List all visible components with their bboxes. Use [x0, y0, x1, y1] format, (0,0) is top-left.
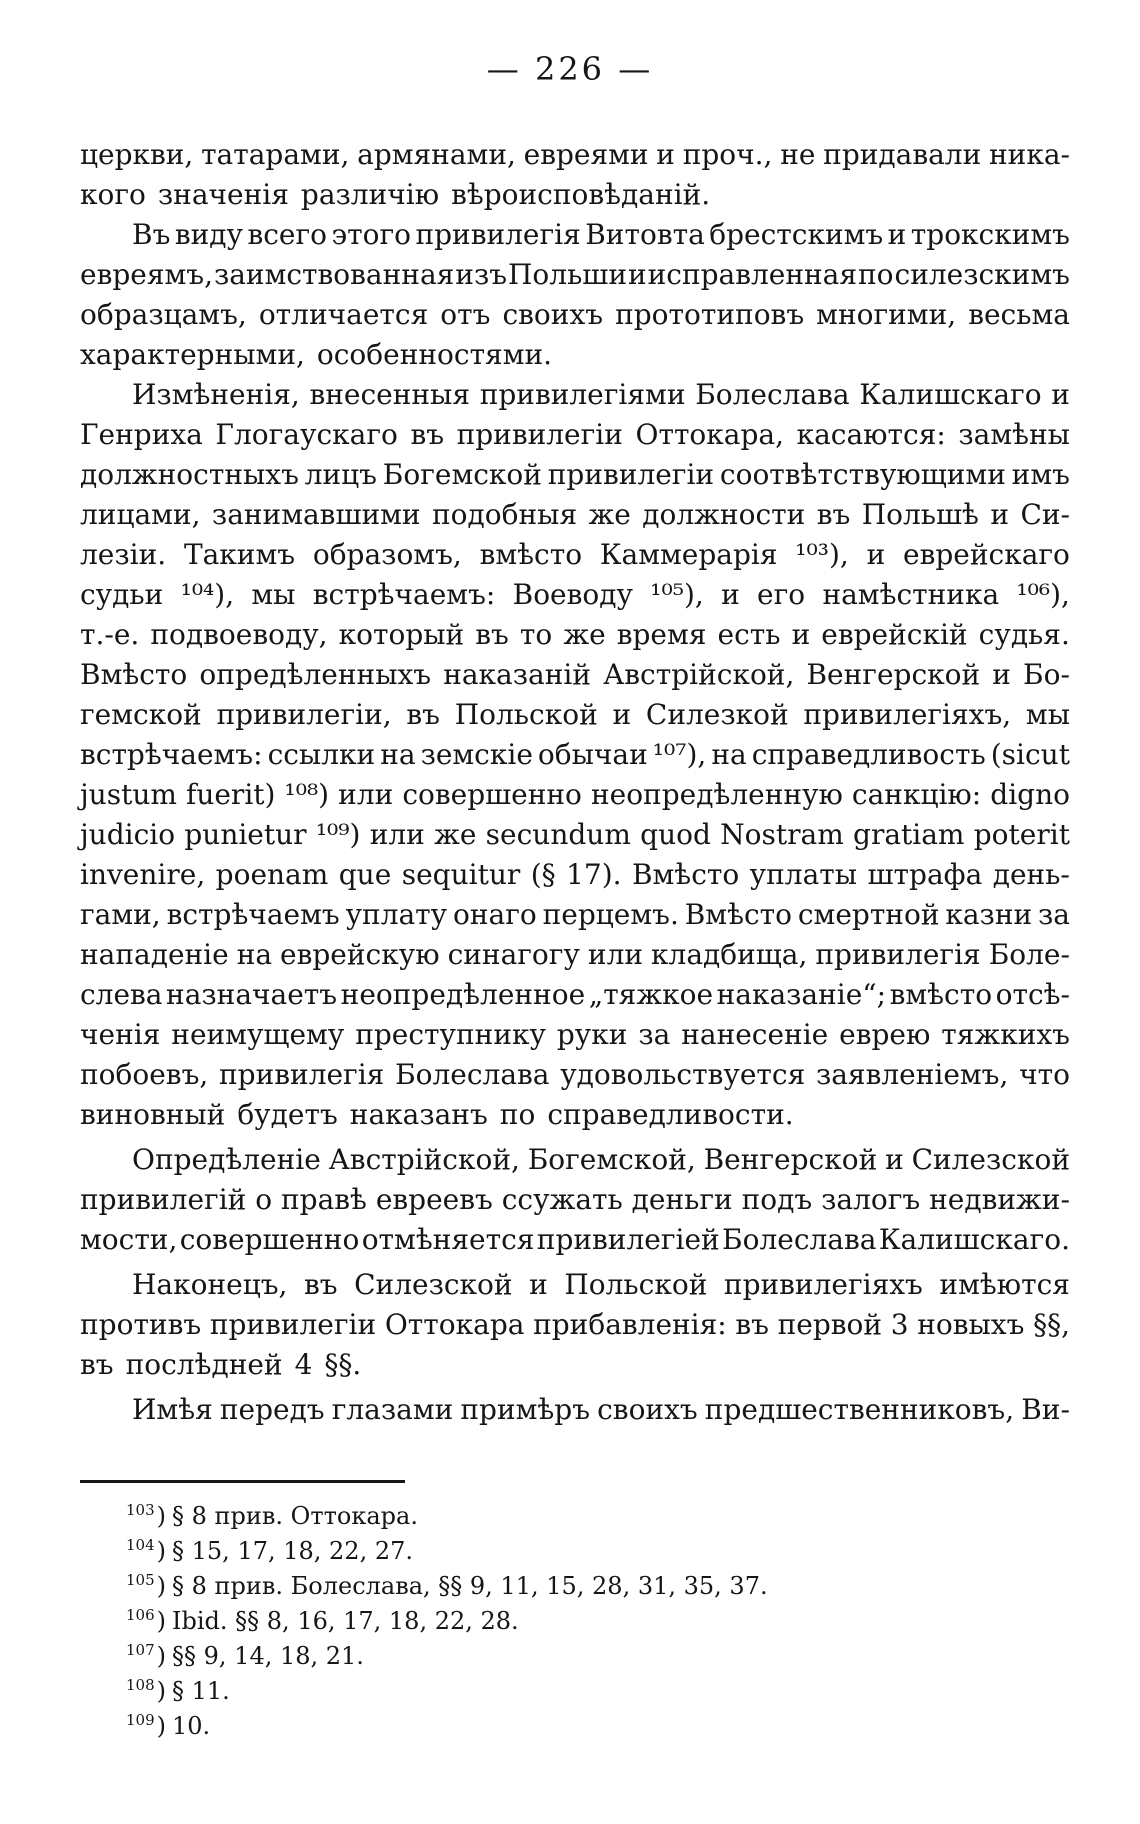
text-line: евреямъ, заимствованная изъ Польши и исправленная по силезскимъ	[80, 258, 1070, 291]
text-line: нападеніе на еврейскую синагогу или кладбища, привилегія Боле-	[80, 938, 1070, 971]
footnote-text: § 8 прив. Болеслава, §§ 9, 11, 15, 28, 31, 35, 37.	[172, 1572, 768, 1600]
footnote-text: Ibid. §§ 8, 16, 17, 18, 22, 28.	[172, 1607, 519, 1635]
text-line: въ послѣдней 4 §§.	[80, 1348, 362, 1381]
footnote	[126, 1703, 1026, 1738]
footnote-number: 104	[126, 1536, 155, 1554]
text-line: Вмѣсто опредѣленныхъ наказаній Австрійской, Венгерской и Бо-	[80, 658, 1070, 691]
text-line: церкви, татарами, армянами, евреями и проч., не придавали ника-	[80, 138, 1070, 171]
footnote-number: 105	[126, 1571, 155, 1589]
text-line: лезіи. Такимъ образомъ, вмѣсто Каммерарія ¹⁰³), и еврейскаго	[80, 538, 1070, 571]
text-line: Генриха Глогаускаго въ привилегіи Оттокара, касаются: замѣны	[80, 418, 1070, 451]
text-line: Опредѣленіе Австрійской, Богемской, Венгерской и Силезской	[132, 1143, 1070, 1176]
footnote-paren: )	[156, 1572, 167, 1600]
text-line: гами, встрѣчаемъ уплату онаго перцемъ. Вмѣсто смертной казни за	[80, 898, 1070, 931]
text-line: слева назначаетъ неопредѣленное „тяжкое наказаніе“; вмѣсто отсѣ-	[80, 978, 1070, 1011]
footnote-number: 109	[126, 1711, 155, 1729]
text-line: судьи ¹⁰⁴), мы встрѣчаемъ: Воеводу ¹⁰⁵), и его намѣстника ¹⁰⁶),	[80, 578, 1070, 611]
text-line: побоевъ, привилегія Болеслава удовольствуется заявленіемъ, что	[80, 1058, 1070, 1091]
text-line: judicio punietur ¹⁰⁹) или же secundum quod Nostram gratiam poterit	[80, 818, 1070, 851]
text-line: противъ привилегіи Оттокара прибавленія: въ первой 3 новыхъ §§,	[80, 1308, 1070, 1341]
text-line: Наконецъ, въ Силезской и Польской привилегіяхъ имѣются	[132, 1268, 1070, 1301]
text-line: виновный будетъ наказанъ по справедливости.	[80, 1098, 794, 1131]
footnote-text: 10.	[172, 1712, 211, 1740]
text-line: т.-е. подвоеводу, который въ то же время есть и еврейскій судья.	[80, 618, 1070, 651]
text-line: должностныхъ лицъ Богемской привилегіи соотвѣтствующими имъ	[80, 458, 1070, 491]
text-line: Измѣненія, внесенныя привилегіями Болеслава Калишскаго и	[132, 378, 1070, 411]
footnote	[126, 1563, 1026, 1598]
footnote-paren: )	[156, 1677, 167, 1705]
text-line: характерными, особенностями.	[80, 338, 553, 371]
text-line: invenire, poenam que sequitur (§ 17). Вмѣсто уплаты штрафа день-	[80, 858, 1070, 891]
footnote	[126, 1598, 1026, 1633]
footnotes	[126, 1493, 1026, 1738]
text-line: Имѣя передъ глазами примѣръ своихъ предшественниковъ, Ви-	[132, 1393, 1070, 1426]
footnote-text: § 15, 17, 18, 22, 27.	[172, 1537, 413, 1565]
footnote-paren: )	[156, 1607, 167, 1635]
footnote-paren: )	[156, 1537, 167, 1565]
text-line: привилегій о правѣ евреевъ ссужать деньги подъ залогъ недвижи-	[80, 1183, 1070, 1216]
footnote-number: 108	[126, 1676, 155, 1694]
footnote	[126, 1493, 1026, 1528]
footnote	[126, 1633, 1026, 1668]
text-line: justum fuerit) ¹⁰⁸) или совершенно неопредѣленную санкцію: digno	[80, 778, 1070, 811]
footnote-paren: )	[156, 1712, 167, 1740]
text-line: Въ виду всего этого привилегія Витовта брестскимъ и трокскимъ	[132, 218, 1070, 251]
footnote-text: § 11.	[172, 1677, 230, 1705]
footnote-paren: )	[156, 1502, 167, 1530]
text-line: кого значенія различію вѣроисповѣданій.	[80, 178, 711, 211]
footnote	[126, 1668, 1026, 1703]
footnote	[126, 1528, 1026, 1563]
text-line: образцамъ, отличается отъ своихъ прототиповъ многими, весьма	[80, 298, 1070, 331]
text-line: ченія неимущему преступнику руки за нанесеніе еврею тяжкихъ	[80, 1018, 1070, 1051]
footnote-rule	[80, 1480, 405, 1483]
footnote-paren: )	[156, 1642, 167, 1670]
footnote-number: 103	[126, 1501, 155, 1519]
footnote-number: 106	[126, 1606, 155, 1624]
footnote-text: §§ 9, 14, 18, 21.	[172, 1642, 364, 1670]
footnote-number: 107	[126, 1641, 155, 1659]
text-line: гемской привилегіи, въ Польской и Силезкой привилегіяхъ, мы	[80, 698, 1070, 731]
footnote-text: § 8 прив. Оттокара.	[172, 1502, 418, 1530]
text-line: лицами, занимавшими подобныя же должности въ Польшѣ и Си-	[80, 498, 1070, 531]
page-number: — 226 —	[486, 50, 654, 88]
body-text	[80, 135, 1070, 1430]
text-line: встрѣчаемъ: ссылки на земскіе обычаи ¹⁰⁷), на справедливость (sicut	[80, 738, 1070, 771]
text-line: мости, совершенно отмѣняется привилегіей Болеслава Калишскаго.	[80, 1223, 1070, 1256]
